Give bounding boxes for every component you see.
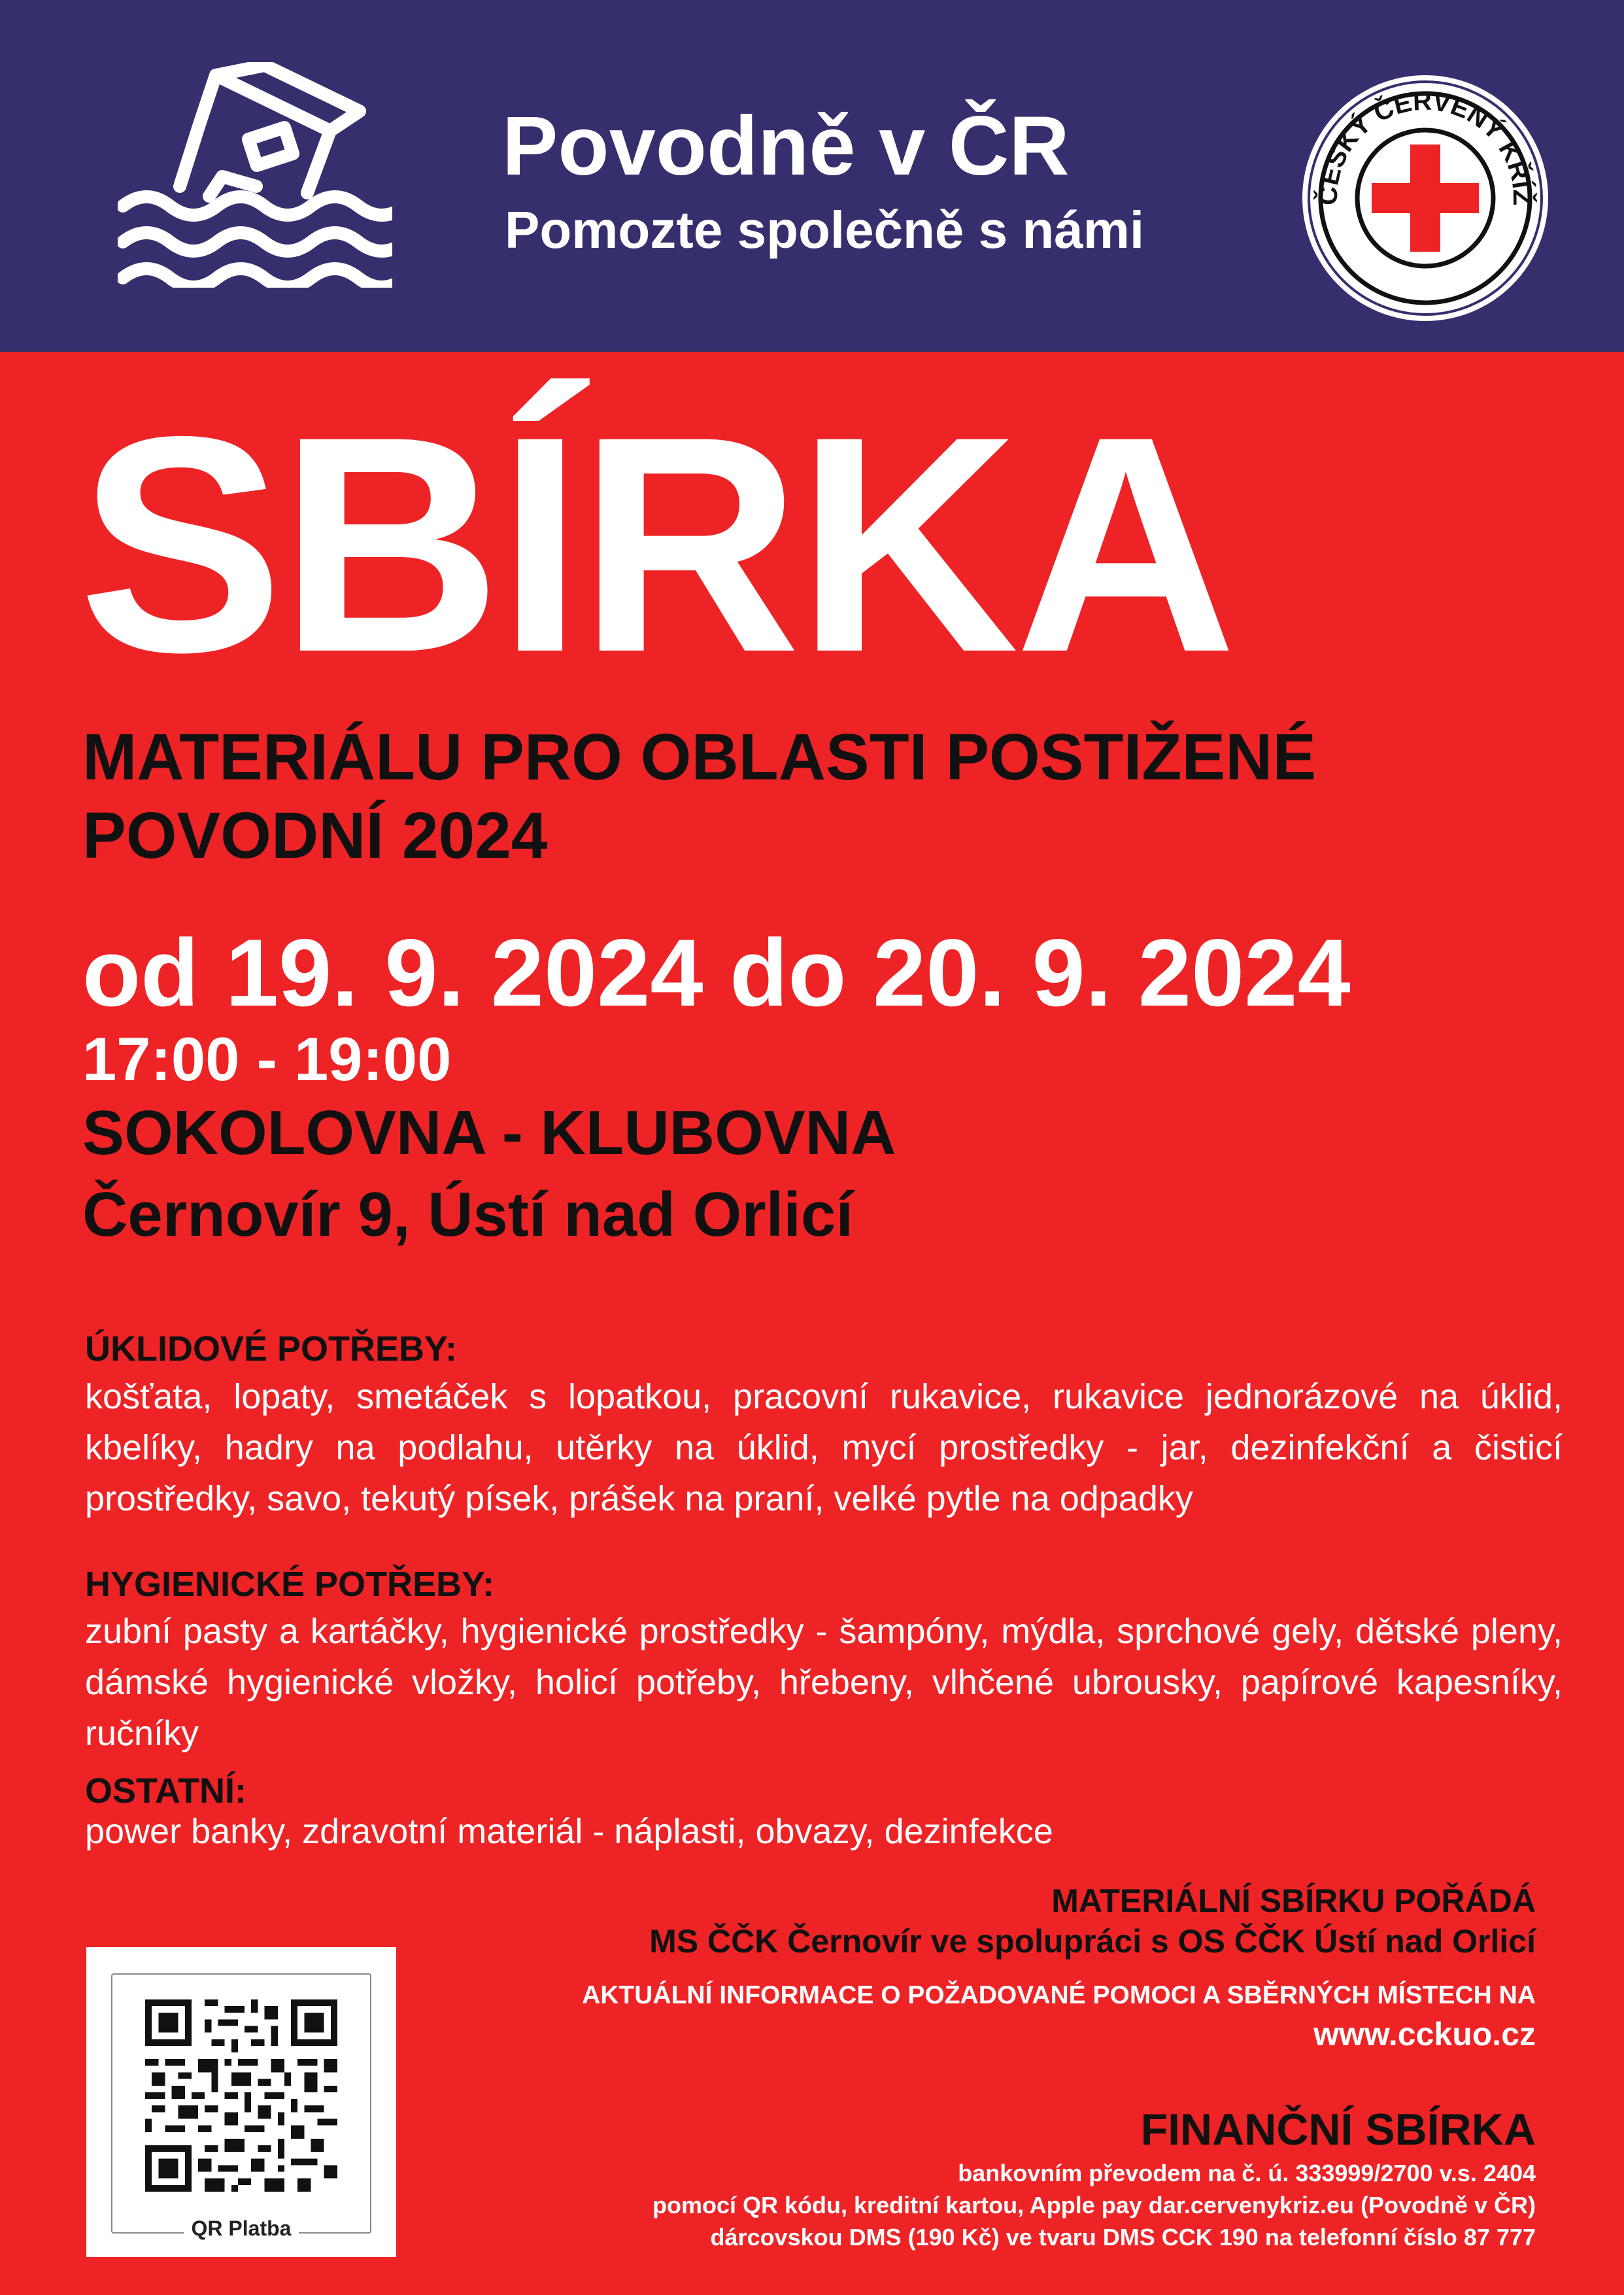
finance-heading: FINANČNÍ SBÍRKA xyxy=(1140,2105,1536,2154)
flooded-house-icon xyxy=(118,62,392,288)
main-title: SBÍRKA xyxy=(78,373,1233,716)
section-text-cleaning: košťata, lopaty, smetáček s lopatkou, pracovní rukavice, rukavice jednorázové na úklid, kbelíky, hadry na podlahu, utěrky na úklid, mycí prostředky - jar, dezinfekční a čisticí prostředky, savo, tekutý písek, prášek na praní, velké pytle na odpadky xyxy=(85,1377,1563,1518)
header-subtitle: Pomozte společně s námi xyxy=(505,201,1145,259)
finance-line-2: pomocí QR kódu, kreditní kartou, Apple pay dar.cervenykriz.eu (Povodně v ČR) xyxy=(652,2192,1536,2218)
info-text: AKTUÁLNÍ INFORMACE O POŽADOVANÉ POMOCI A SBĚRNÝCH MÍSTECH NA xyxy=(582,1981,1536,2009)
section-heading-hygiene: HYGIENICKÉ POTŘEBY: xyxy=(85,1565,495,1604)
section-text-other: power banky, zdravotní materiál - náplasti, obvazy, dezinfekce xyxy=(85,1812,1053,1851)
subheading-line-2: POVODNÍ 2024 xyxy=(82,799,548,872)
info-url-link[interactable]: www.cckuo.cz xyxy=(1313,2016,1536,2052)
qr-label: QR Platba xyxy=(86,2218,396,2239)
organizer-text: MS ČČK Černovír ve spolupráci s OS ČČK Ústí nad Orlicí xyxy=(649,1923,1536,1960)
qr-code-icon[interactable] xyxy=(145,1999,337,2192)
red-cross-logo xyxy=(1301,74,1549,322)
organizer-heading: MATERIÁLNÍ SBÍRKU POŘÁDÁ xyxy=(1051,1882,1536,1919)
finance-line-1: bankovním převodem na č. ú. 333999/2700 v.s. 2404 xyxy=(958,2160,1536,2186)
section-text-hygiene: zubní pasty a kartáčky, hygienické prostředky - šampóny, mýdla, sprchové gely, dětské pleny, dámské hygienické vložky, holicí potřeby, hřebeny, vlhčené ubrousky, papírové kapesníky, ručníky xyxy=(85,1612,1563,1753)
subheading-line-1: MATERIÁLU PRO OBLASTI POSTIŽENÉ xyxy=(82,721,1317,794)
event-place: SOKOLOVNA - KLUBOVNA xyxy=(82,1098,896,1168)
subheading xyxy=(82,718,1316,875)
logo-ring-text: ČESKÝ ČERVENÝ KŘÍŽ xyxy=(1313,86,1537,206)
section-heading-other: OSTATNÍ: xyxy=(85,1771,246,1810)
event-time: 17:00 - 19:00 xyxy=(82,1025,452,1093)
finance-line-3: dárcovskou DMS (190 Kč) ve tvaru DMS CCK 190 na telefonní číslo 87 777 xyxy=(710,2224,1536,2251)
section-heading-cleaning: ÚKLIDOVÉ POTŘEBY: xyxy=(85,1329,458,1368)
header-band xyxy=(0,0,1624,352)
qr-payment-card[interactable] xyxy=(86,1947,396,2257)
header-title: Povodně v ČR xyxy=(502,99,1070,193)
event-address: Černovír 9, Ústí nad Orlicí xyxy=(82,1180,853,1250)
event-dates: od 19. 9. 2024 do 20. 9. 2024 xyxy=(82,919,1351,1026)
